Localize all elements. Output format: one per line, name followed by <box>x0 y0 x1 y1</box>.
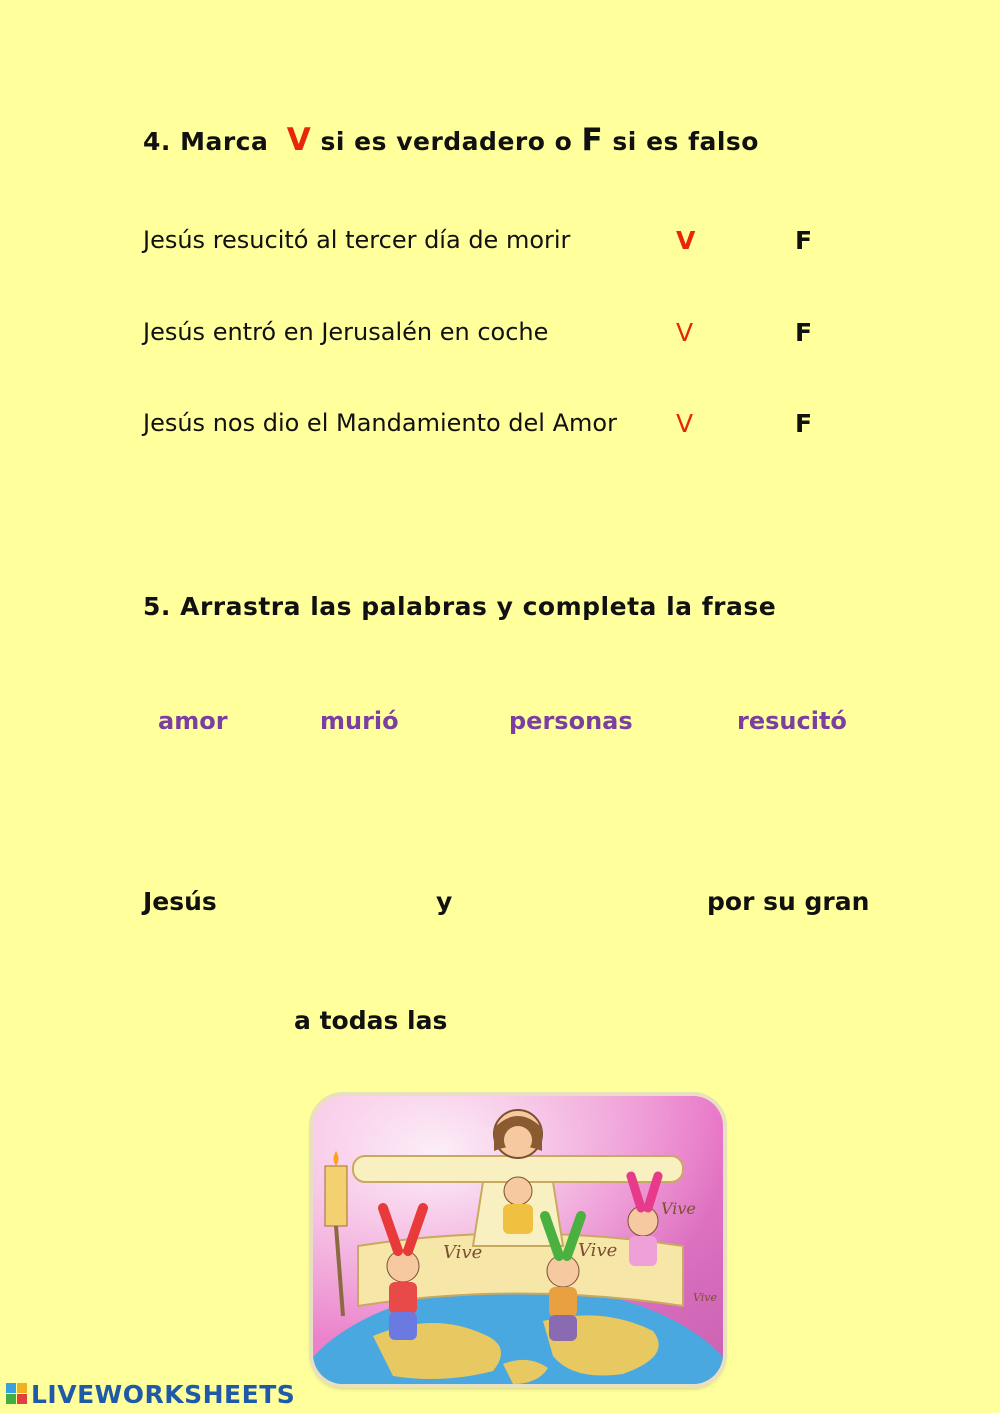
statement-1: Jesús resucitó al tercer día de morir <box>143 226 571 254</box>
banner-text-4: Vive <box>693 1291 717 1304</box>
q4-title-pre: 4. Marca <box>143 127 269 156</box>
q4-title-f: F <box>581 122 604 158</box>
draggable-word-murio[interactable]: murió <box>320 707 399 735</box>
drop-zone-1[interactable] <box>225 882 425 922</box>
drop-zone-2[interactable] <box>462 882 697 922</box>
banner-text-2: Vive <box>578 1240 618 1261</box>
question-5-title: 5. Arrastra las palabras y completa la frase <box>143 592 777 621</box>
option-v-2[interactable]: V <box>676 318 694 347</box>
liveworksheets-logo <box>6 1379 295 1409</box>
option-v-1[interactable]: V <box>676 226 696 255</box>
statement-2: Jesús entró en Jerusalén en coche <box>143 318 549 346</box>
illustration-drawing <box>313 1096 723 1384</box>
liveworksheets-blocks-icon <box>6 1383 28 1405</box>
option-v-3[interactable]: V <box>676 409 694 438</box>
sentence-part-por-su-gran: por su gran <box>707 887 870 916</box>
option-f-3[interactable]: F <box>795 409 813 438</box>
banner-text-3: Vive <box>661 1199 696 1218</box>
illustration-jesus-vive <box>313 1096 723 1384</box>
sentence-part-a-todas-las: a todas las <box>294 1006 448 1035</box>
q4-title-v: V <box>286 122 312 158</box>
q4-title-mid: si es verdadero o <box>320 127 573 156</box>
option-f-2[interactable]: F <box>795 318 813 347</box>
sentence-part-y: y <box>436 887 453 916</box>
draggable-word-amor[interactable]: amor <box>158 707 228 735</box>
liveworksheets-brand: LIVEWORKSHEETS <box>31 1379 296 1409</box>
statement-3: Jesús nos dio el Mandamiento del Amor <box>143 409 617 437</box>
draggable-word-personas[interactable]: personas <box>509 707 633 735</box>
draggable-word-resucito[interactable]: resucitó <box>737 707 847 735</box>
question-4-title <box>143 122 759 158</box>
drop-zone-3[interactable] <box>143 1002 283 1042</box>
drop-zone-4[interactable] <box>462 1002 662 1042</box>
option-f-1[interactable]: F <box>795 226 813 255</box>
sentence-part-jesus: Jesús <box>143 887 217 916</box>
banner-text-1: Vive <box>443 1242 483 1263</box>
q4-title-post: si es falso <box>612 127 759 156</box>
